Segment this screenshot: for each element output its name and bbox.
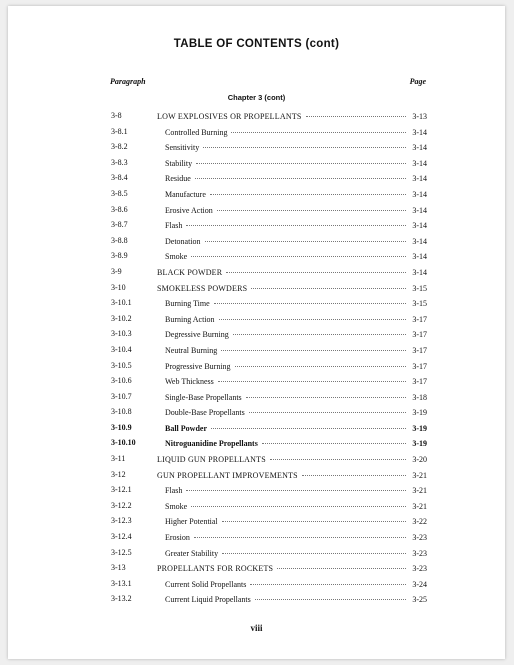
toc-paragraph-number: 3-8.8 — [111, 235, 128, 245]
toc-paragraph-number: 3-10.8 — [111, 407, 132, 417]
toc-page-ref: 3-17 — [412, 377, 427, 387]
toc-page-ref: 3-14 — [412, 205, 427, 215]
toc-page-ref: 3-14 — [412, 174, 427, 184]
toc-entry-title: BLACK POWDER — [157, 267, 223, 277]
toc-entry-title: Flash — [165, 221, 183, 231]
toc-paragraph-number: 3-13.1 — [111, 578, 132, 588]
dot-leader — [205, 231, 406, 242]
toc-entry-title: Residue — [165, 174, 191, 184]
toc-paragraph-number: 3-10.1 — [111, 298, 132, 308]
toc-paragraph-number: 3-13 — [111, 563, 126, 573]
toc-paragraph-number: 3-10.6 — [111, 376, 132, 386]
toc-page-ref: 3-17 — [412, 361, 427, 371]
dot-leader — [231, 122, 406, 133]
toc-entry-title: Single-Base Propellants — [165, 392, 242, 402]
toc-page-ref: 3-15 — [412, 283, 427, 293]
toc-paragraph-number: 3-8.6 — [111, 204, 128, 214]
toc-page-ref: 3-19 — [412, 423, 427, 433]
toc-page-ref: 3-23 — [412, 533, 427, 543]
dot-leader — [222, 543, 406, 554]
dot-leader — [196, 153, 406, 164]
toc-page-ref: 3-22 — [412, 517, 427, 527]
dot-leader — [233, 324, 406, 335]
toc-paragraph-number: 3-10.5 — [111, 360, 132, 370]
toc-page-ref: 3-17 — [412, 345, 427, 355]
toc-entry-title: Burning Time — [165, 299, 210, 309]
dot-leader — [222, 511, 406, 522]
toc-paragraph-number: 3-8.2 — [111, 142, 128, 152]
dot-leader — [217, 200, 406, 211]
toc-entry-title: Current Liquid Propellants — [165, 595, 251, 605]
toc-page-ref: 3-17 — [412, 314, 427, 324]
toc-paragraph-number: 3-8 — [111, 111, 122, 120]
toc-entry-title: Erosion — [165, 533, 190, 543]
toc-page-ref: 3-17 — [412, 330, 427, 340]
toc-paragraph-number: 3-8.4 — [111, 173, 128, 183]
toc-entry-title: LOW EXPLOSIVES OR PROPELLANTS — [157, 112, 302, 121]
dot-leader — [203, 137, 406, 148]
dot-leader — [214, 293, 406, 304]
dot-leader — [219, 309, 406, 320]
dot-leader — [235, 356, 406, 367]
toc-page-ref: 3-14 — [412, 236, 427, 246]
toc-paragraph-number: 3-12.2 — [111, 500, 132, 510]
toc-entry-title: LIQUID GUN PROPELLANTS — [157, 455, 266, 465]
toc-paragraph-number: 3-8.5 — [111, 188, 128, 198]
toc-page-ref: 3-21 — [412, 501, 427, 511]
toc-page-ref: 3-14 — [412, 158, 427, 168]
toc-paragraph-number: 3-8.1 — [111, 126, 128, 136]
dot-leader — [255, 589, 406, 600]
toc-paragraph-number: 3-13.2 — [111, 594, 132, 604]
toc-entry-title: Manufacture — [165, 189, 206, 199]
toc-entry-title: Progressive Burning — [165, 361, 231, 371]
dot-leader — [195, 168, 406, 179]
toc-entry-title: Stability — [165, 158, 193, 168]
toc-page-ref: 3-13 — [412, 112, 427, 121]
toc-page-ref: 3-23 — [412, 548, 427, 558]
dot-leader — [191, 246, 406, 257]
toc-entry-title: Nitroguanidine Propellants — [165, 439, 258, 449]
toc-paragraph-number: 3-10.9 — [111, 422, 132, 432]
dot-leader — [221, 340, 406, 351]
toc-paragraph-number: 3-10 — [111, 282, 126, 292]
toc-entry-title: Smoke — [165, 252, 188, 262]
toc-paragraph-number: 3-12.3 — [111, 516, 132, 526]
toc-entry-title: Controlled Burning — [165, 127, 228, 137]
toc-paragraph-number: 3-11 — [111, 454, 126, 464]
toc-page-ref: 3-21 — [412, 486, 427, 496]
dot-leader — [211, 418, 406, 429]
toc-paragraph-number: 3-10.4 — [111, 344, 132, 354]
toc-paragraph-number: 3-9 — [111, 266, 122, 276]
dot-leader — [226, 262, 406, 273]
toc-entry — [111, 591, 427, 607]
toc-entry-title: Erosive Action — [165, 205, 213, 215]
toc-paragraph-number: 3-8.7 — [111, 220, 128, 230]
toc-entry-title: Degressive Burning — [165, 330, 229, 340]
toc-list — [111, 108, 427, 607]
dot-leader — [191, 496, 406, 507]
toc-paragraph-number: 3-12.4 — [111, 532, 132, 542]
toc-page-ref: 3-18 — [412, 392, 427, 402]
toc-entry-title: SMOKELESS POWDERS — [157, 283, 248, 293]
chapter-heading: Chapter 3 (cont) — [227, 93, 286, 102]
page-column-header: Page — [409, 77, 426, 86]
toc-paragraph-number: 3-12.5 — [111, 547, 132, 557]
toc-entry-line — [165, 591, 427, 608]
toc-paragraph-number: 3-10.3 — [111, 329, 132, 339]
dot-leader — [186, 480, 406, 491]
toc-entry-title: Flash — [165, 486, 183, 496]
toc-paragraph-number: 3-10.2 — [111, 313, 132, 323]
page-title: TABLE OF CONTENTS (cont) — [173, 38, 340, 50]
toc-page-ref: 3-19 — [412, 439, 427, 449]
dot-leader — [270, 449, 406, 460]
toc-paragraph-number: 3-8.9 — [111, 251, 128, 261]
dot-leader — [246, 387, 406, 398]
toc-entry-title: Sensitivity — [165, 143, 200, 153]
toc-page-ref: 3-19 — [412, 408, 427, 418]
dot-leader — [218, 371, 406, 382]
toc-page-ref: 3-23 — [412, 564, 427, 574]
toc-page-ref: 3-21 — [412, 470, 427, 480]
toc-entry-title: Higher Potential — [165, 517, 218, 527]
dot-leader — [306, 106, 406, 117]
dot-leader — [250, 574, 406, 585]
toc-entry-title: Burning Action — [165, 314, 215, 324]
dot-leader — [262, 433, 406, 444]
dot-leader — [251, 278, 406, 289]
toc-page-ref: 3-24 — [412, 579, 427, 589]
page-number: viii — [250, 623, 263, 633]
dot-leader — [186, 215, 406, 226]
toc-page-ref: 3-14 — [412, 189, 427, 199]
dot-leader — [194, 527, 406, 538]
toc-entry-title: Neutral Burning — [165, 345, 218, 355]
toc-entry-title: GUN PROPELLANT IMPROVEMENTS — [157, 470, 298, 480]
dot-leader — [277, 558, 406, 569]
toc-paragraph-number: 3-12.1 — [111, 485, 132, 495]
toc-entry-title: Web Thickness — [165, 377, 214, 387]
dot-leader — [249, 402, 406, 413]
toc-paragraph-number: 3-8.3 — [111, 157, 128, 167]
toc-page-ref: 3-14 — [412, 143, 427, 153]
toc-page-ref: 3-14 — [412, 127, 427, 137]
paragraph-column-header: Paragraph — [110, 77, 146, 86]
toc-paragraph-number: 3-10.10 — [111, 438, 136, 448]
toc-page-ref: 3-25 — [412, 595, 427, 605]
toc-entry-title: Greater Stability — [165, 548, 219, 558]
toc-entry-title: Current Solid Propellants — [165, 579, 247, 589]
toc-page-ref: 3-15 — [412, 299, 427, 309]
toc-entry-title: Double-Base Propellants — [165, 408, 245, 418]
document-page — [8, 6, 505, 659]
toc-entry-title: PROPELLANTS FOR ROCKETS — [157, 564, 274, 574]
toc-page-ref: 3-20 — [412, 455, 427, 465]
dot-leader — [302, 465, 406, 476]
toc-page-ref: 3-14 — [412, 267, 427, 277]
toc-paragraph-number: 3-12 — [111, 469, 126, 479]
toc-paragraph-number: 3-10.7 — [111, 391, 132, 401]
toc-entry-title: Ball Powder — [165, 423, 207, 433]
toc-entry-title: Detonation — [165, 236, 201, 246]
toc-entry-title: Smoke — [165, 501, 188, 511]
toc-page-ref: 3-14 — [412, 252, 427, 262]
toc-page-ref: 3-14 — [412, 221, 427, 231]
dot-leader — [210, 184, 406, 195]
